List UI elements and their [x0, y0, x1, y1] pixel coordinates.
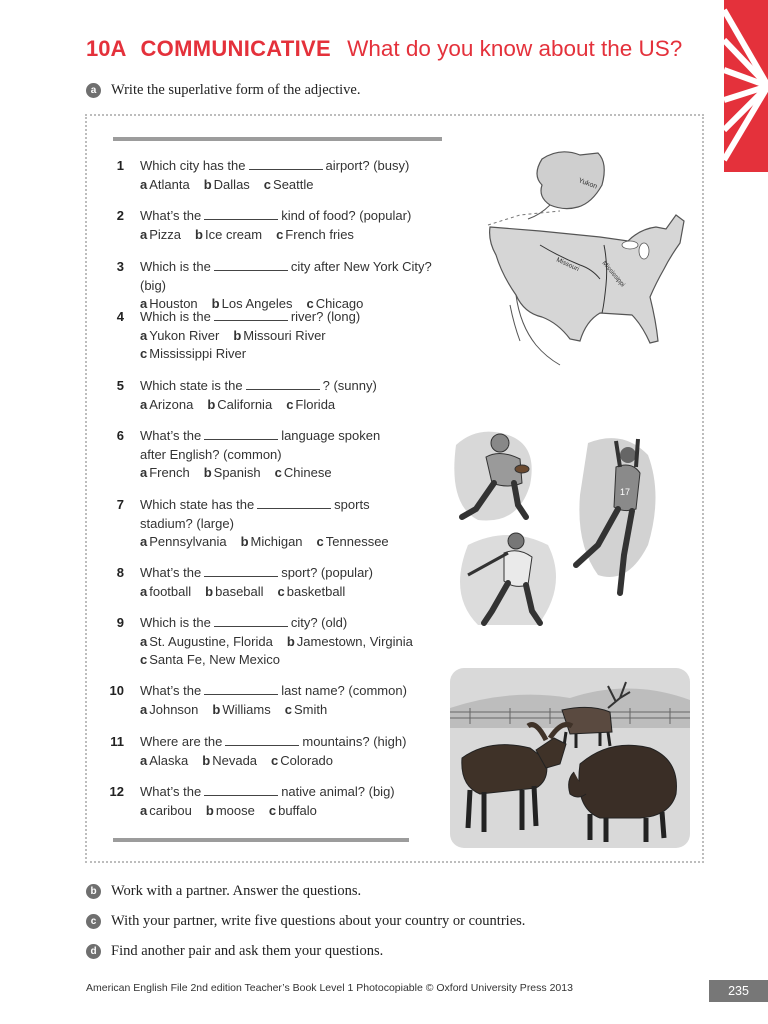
option-text: Dallas	[213, 176, 250, 192]
us-map-illustration	[480, 145, 690, 375]
answer-option	[140, 702, 198, 717]
options-line	[140, 701, 445, 720]
question-prompt: What’s the	[140, 565, 202, 580]
answer-option	[140, 177, 190, 192]
answer-blank[interactable]	[214, 308, 288, 321]
step-letter: a	[86, 83, 101, 98]
answer-option	[285, 702, 327, 717]
question-text	[140, 207, 445, 226]
answer-blank[interactable]	[204, 564, 278, 577]
question-text	[140, 308, 445, 327]
step-c	[86, 913, 525, 930]
option-text: Ice cream	[204, 226, 263, 242]
option-text: French fries	[285, 226, 354, 242]
answer-blank[interactable]	[225, 733, 299, 746]
question-prompt: Where are the	[140, 734, 223, 749]
option-letter: a	[140, 176, 148, 192]
answer-blank[interactable]	[214, 258, 288, 271]
red-rays-graphic	[724, 0, 768, 172]
answer-option	[140, 346, 246, 361]
answer-blank[interactable]	[246, 377, 320, 390]
option-text: Spanish	[213, 465, 261, 480]
option-text: Santa Fe, New Mexico	[149, 652, 281, 667]
question-hint: city? (old)	[290, 615, 348, 630]
jersey-number: 17	[620, 487, 631, 497]
question-text	[140, 614, 445, 633]
question-item	[100, 258, 445, 314]
question-text	[140, 496, 445, 515]
option-letter: b	[202, 752, 211, 768]
step-text: Work with a partner. Answer the questions.	[111, 883, 362, 899]
options-line	[140, 651, 445, 670]
question-number: 1	[116, 158, 124, 173]
question-text	[140, 733, 445, 752]
option-letter: a	[140, 701, 148, 717]
option-letter: c	[140, 346, 148, 361]
answer-option	[140, 584, 191, 599]
step-d	[86, 943, 383, 960]
option-text: Colorado	[280, 752, 334, 768]
lesson-code: 10A	[86, 36, 127, 61]
question-item	[100, 207, 445, 244]
answer-option	[276, 227, 354, 242]
option-letter: c	[276, 226, 284, 242]
answer-option	[140, 227, 181, 242]
question-item	[100, 496, 445, 552]
book-title: American English File 2nd edition Teacher’s Book Level 1	[86, 982, 354, 994]
answer-option	[269, 803, 317, 818]
option-letter: c	[140, 652, 148, 667]
question-number: 6	[116, 428, 124, 443]
copyright-notice: Photocopiable © Oxford University Press 2013	[356, 982, 573, 994]
question-prompt: Which city has the	[140, 158, 246, 173]
option-text: Pizza	[149, 226, 182, 242]
option-text: Alaska	[149, 752, 189, 768]
question-hint: native animal? (big)	[281, 784, 395, 799]
lesson-subtitle: COMMUNICATIVE	[140, 36, 331, 61]
question-text	[140, 157, 445, 176]
answer-option	[140, 397, 193, 412]
option-letter: a	[140, 752, 148, 768]
option-letter: a	[140, 327, 148, 343]
options-line	[140, 345, 445, 364]
option-text: Los Angeles	[221, 296, 293, 311]
question-item	[100, 733, 445, 770]
step-text: Write the superlative form of the adjective.	[111, 82, 361, 98]
map-label-yukon: Yukon	[577, 177, 599, 191]
option-letter: b	[286, 633, 295, 649]
step-letter: d	[86, 944, 101, 959]
option-text: Smith	[293, 701, 328, 717]
option-text: Michigan	[250, 534, 303, 549]
step-letter: b	[86, 884, 101, 899]
option-letter: a	[140, 633, 148, 649]
question-prompt: Which state has the	[140, 497, 255, 512]
step-letter: c	[86, 914, 101, 929]
options-line	[140, 176, 445, 195]
answer-blank[interactable]	[204, 783, 278, 796]
answer-option	[140, 465, 190, 480]
question-number: 7	[116, 497, 124, 512]
option-text: French	[149, 465, 190, 480]
page-number: 235	[709, 980, 768, 1002]
answer-option	[202, 753, 257, 768]
option-letter: b	[203, 465, 212, 480]
answer-option	[140, 634, 273, 649]
question-number: 4	[116, 309, 124, 324]
answer-option	[140, 753, 188, 768]
question-text	[140, 783, 445, 802]
options-line	[140, 802, 445, 821]
question-prompt: Which is the	[140, 309, 211, 324]
answer-option	[287, 634, 413, 649]
step-b	[86, 883, 361, 900]
answer-option	[204, 177, 250, 192]
question-prompt: Which is the	[140, 259, 211, 274]
option-letter: c	[268, 802, 277, 818]
question-hint: airport? (busy)	[325, 158, 410, 173]
question-item	[100, 614, 445, 670]
top-rule	[113, 137, 442, 141]
option-text: buffalo	[278, 802, 317, 818]
question-text	[140, 682, 445, 701]
page-title	[86, 36, 682, 62]
options-line	[140, 533, 445, 552]
question-text	[140, 258, 445, 295]
answer-option	[140, 534, 227, 549]
question-item	[100, 427, 445, 483]
option-letter: b	[240, 534, 249, 549]
option-text: Seattle	[273, 176, 314, 192]
answer-blank[interactable]	[204, 207, 278, 220]
option-letter: c	[316, 534, 324, 549]
question-hint: city after New York City? (big)	[140, 259, 432, 293]
animals-illustration	[450, 668, 690, 848]
option-letter: a	[140, 583, 148, 599]
question-hint: last name? (common)	[281, 683, 407, 698]
question-prompt: What’s the	[140, 208, 202, 223]
answer-option	[278, 584, 346, 599]
question-number: 11	[110, 734, 124, 749]
question-item	[100, 783, 445, 820]
answer-blank[interactable]	[204, 682, 278, 695]
sports-illustration	[448, 425, 668, 630]
question-prompt: What’s the	[140, 428, 202, 443]
question-hint: language spoken	[281, 428, 381, 443]
option-letter: c	[286, 396, 294, 412]
option-text: basketball	[286, 583, 346, 599]
answer-option	[317, 534, 389, 549]
question-hint: sport? (popular)	[281, 565, 373, 580]
map-label-mississippi: Mississippi	[600, 259, 627, 289]
answer-option	[140, 652, 280, 667]
option-letter: b	[207, 396, 216, 412]
option-text: Chinese	[283, 465, 332, 480]
option-letter: a	[140, 534, 148, 549]
question-item	[100, 564, 445, 601]
question-item	[100, 157, 445, 194]
question-item	[100, 308, 445, 364]
step-text: Find another pair and ask them your questions.	[111, 943, 384, 959]
bottom-rule	[113, 838, 409, 842]
answer-blank[interactable]	[249, 157, 323, 170]
question-prompt: What’s the	[140, 683, 202, 698]
question-hint: ? (sunny)	[322, 378, 377, 393]
question-number: 3	[116, 259, 124, 274]
question-text	[140, 427, 445, 446]
question-text	[140, 564, 445, 583]
option-letter: a	[140, 226, 148, 242]
option-letter: b	[212, 701, 221, 717]
option-letter: c	[271, 752, 279, 768]
question-text-continued: after English? (common)	[140, 446, 282, 462]
option-letter: b	[233, 327, 242, 343]
options-line	[140, 464, 445, 483]
answer-option	[205, 584, 263, 599]
options-line	[140, 752, 445, 771]
option-text: Houston	[149, 296, 198, 311]
answer-option	[195, 227, 262, 242]
map-label-missouri: Missouri	[555, 256, 581, 274]
option-letter: a	[140, 802, 148, 818]
answer-option	[207, 397, 272, 412]
option-letter: a	[140, 465, 148, 480]
question-prompt: Which state is the	[140, 378, 243, 393]
question-number: 12	[109, 784, 124, 799]
options-line	[140, 583, 445, 602]
option-letter: b	[195, 226, 203, 242]
answer-option	[264, 177, 314, 192]
option-letter: a	[140, 296, 148, 311]
question-hint: sports	[334, 497, 370, 512]
lesson-question: What do you know about the US?	[347, 36, 683, 61]
option-text: Nevada	[212, 752, 258, 768]
question-hint: river? (long)	[290, 309, 361, 324]
page-footer	[86, 982, 573, 994]
option-letter: c	[277, 583, 285, 599]
option-text: Missouri River	[243, 327, 326, 343]
question-item	[100, 682, 445, 719]
option-text: Williams	[222, 701, 271, 717]
option-text: Johnson	[149, 701, 199, 717]
question-number: 8	[116, 565, 124, 580]
answer-option	[286, 397, 335, 412]
answer-option	[140, 328, 219, 343]
option-text: Atlanta	[149, 176, 190, 192]
option-letter: c	[306, 296, 314, 311]
question-prompt: Which is the	[140, 615, 211, 630]
option-text: St. Augustine, Florida	[149, 633, 273, 649]
options-line	[140, 396, 445, 415]
answer-option	[241, 534, 303, 549]
option-text: Florida	[295, 396, 336, 412]
answer-option	[233, 328, 325, 343]
answer-blank[interactable]	[204, 427, 278, 440]
options-line	[140, 327, 445, 346]
question-number: 9	[116, 615, 124, 630]
question-number: 10	[109, 683, 124, 698]
option-text: football	[149, 583, 192, 599]
answer-blank[interactable]	[257, 496, 331, 509]
answer-option	[140, 803, 192, 818]
question-item	[100, 377, 445, 414]
option-text: Jamestown, Virginia	[296, 633, 413, 649]
question-text	[140, 377, 445, 396]
option-text: baseball	[215, 583, 264, 599]
options-line	[140, 633, 445, 652]
option-text: Pennsylvania	[149, 534, 227, 549]
answer-option	[212, 702, 270, 717]
answer-option	[206, 803, 255, 818]
option-text: Arizona	[149, 396, 194, 412]
answer-blank[interactable]	[214, 614, 288, 627]
option-text: Tennessee	[325, 534, 389, 549]
step-a	[86, 82, 360, 99]
option-letter: c	[284, 701, 292, 717]
option-letter: b	[205, 802, 214, 818]
option-text: California	[217, 396, 273, 412]
option-letter: c	[274, 465, 282, 480]
option-text: Mississippi River	[149, 346, 247, 361]
option-letter: c	[263, 176, 272, 192]
option-text: Chicago	[315, 296, 364, 311]
option-text: Yukon River	[149, 327, 220, 343]
question-hint: mountains? (high)	[302, 734, 407, 749]
option-letter: a	[140, 396, 148, 412]
option-letter: b	[211, 296, 220, 311]
answer-option	[271, 753, 333, 768]
question-hint: kind of food? (popular)	[281, 208, 412, 223]
options-line	[140, 226, 445, 245]
question-number: 5	[116, 378, 124, 393]
option-letter: b	[203, 176, 212, 192]
option-text: caribou	[149, 802, 192, 818]
step-text: With your partner, write five questions about your country or countries.	[111, 913, 526, 929]
question-text-continued: stadium? (large)	[140, 515, 234, 531]
option-text: moose	[215, 802, 255, 818]
question-number: 2	[116, 208, 124, 223]
answer-option	[204, 465, 261, 480]
answer-option	[275, 465, 332, 480]
question-prompt: What’s the	[140, 784, 202, 799]
option-letter: b	[205, 583, 214, 599]
